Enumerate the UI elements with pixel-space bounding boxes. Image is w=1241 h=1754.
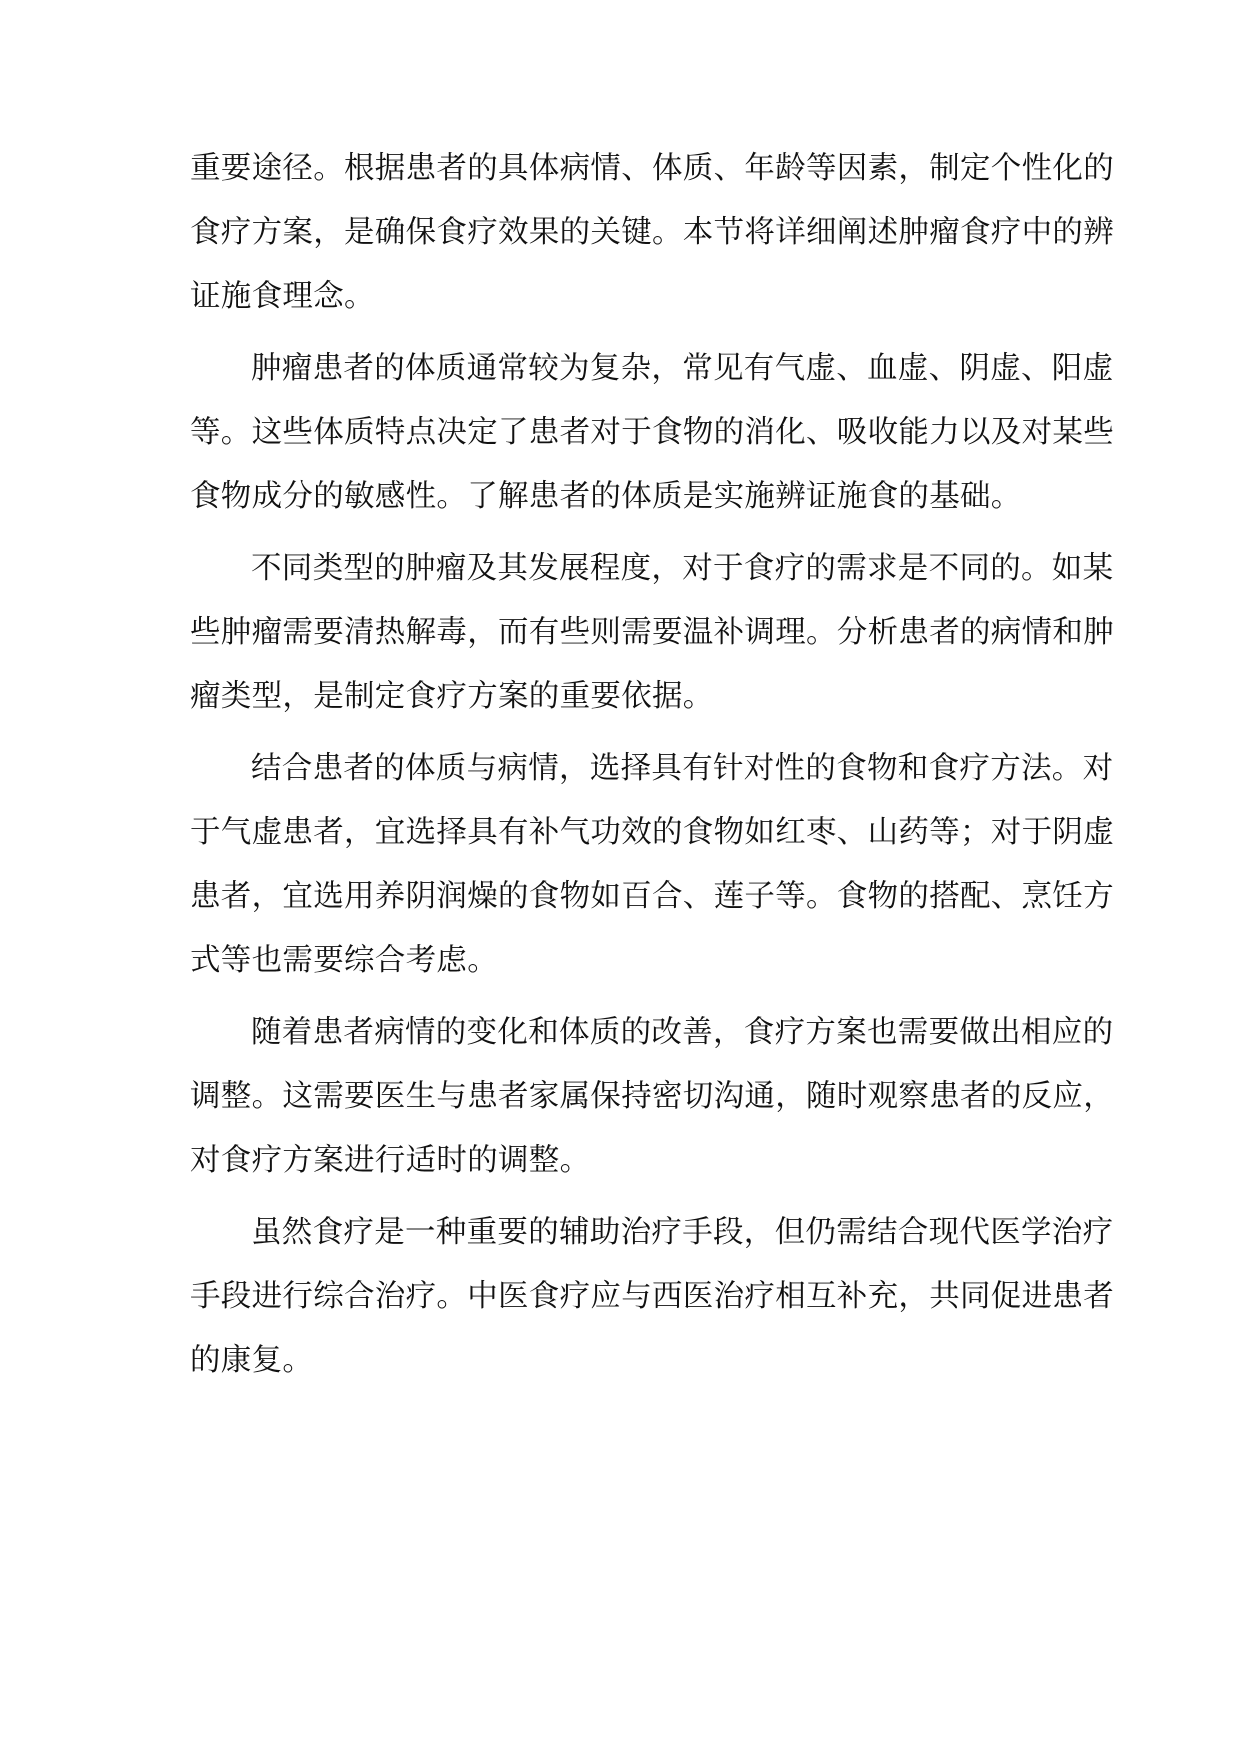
text-line: 结合患者的体质与病情，选择具有针对性的食物和食疗方法。对 [251,751,1114,786]
text-line: 式等也需要综合考虑。 [190,943,498,978]
text-line: 瘤类型，是制定食疗方案的重要依据。 [190,679,714,714]
text-line: 食物成分的敏感性。了解患者的体质是实施辨证施食的基础。 [190,479,1022,514]
document-body [190,137,1114,1401]
text-line: 对食疗方案进行适时的调整。 [190,1143,591,1178]
text-line: 的康复。 [190,1343,314,1378]
text-line: 证施食理念。 [190,279,375,314]
paragraph-4 [190,737,1114,993]
text-line: 虽然食疗是一种重要的辅助治疗手段，但仍需结合现代医学治疗 [251,1215,1114,1250]
paragraph-2 [190,337,1114,529]
text-line: 重要途径。根据患者的具体病情、体质、年龄等因素，制定个性化的 [190,151,1114,186]
text-line: 不同类型的肿瘤及其发展程度，对于食疗的需求是不同的。如某 [251,551,1114,586]
text-line: 肿瘤患者的体质通常较为复杂，常见有气虚、血虚、阴虚、阳虚 [251,351,1114,386]
text-line: 随着患者病情的变化和体质的改善，食疗方案也需要做出相应的 [251,1015,1114,1050]
text-line: 患者，宜选用养阴润燥的食物如百合、莲子等。食物的搭配、烹饪方 [190,879,1114,914]
text-line: 些肿瘤需要清热解毒，而有些则需要温补调理。分析患者的病情和肿 [190,615,1114,650]
text-line: 于气虚患者，宜选择具有补气功效的食物如红枣、山药等；对于阴虚 [190,815,1114,850]
text-line: 食疗方案，是确保食疗效果的关键。本节将详细阐述肿瘤食疗中的辨 [190,215,1114,250]
text-line: 等。这些体质特点决定了患者对于食物的消化、吸收能力以及对某些 [190,415,1114,450]
paragraph-3 [190,537,1114,729]
text-line: 手段进行综合治疗。中医食疗应与西医治疗相互补充，共同促进患者 [190,1279,1114,1314]
text-line: 调整。这需要医生与患者家属保持密切沟通，随时观察患者的反应， [190,1079,1114,1114]
paragraph-1 [190,137,1114,329]
paragraph-5 [190,1001,1114,1193]
paragraph-6 [190,1201,1114,1393]
